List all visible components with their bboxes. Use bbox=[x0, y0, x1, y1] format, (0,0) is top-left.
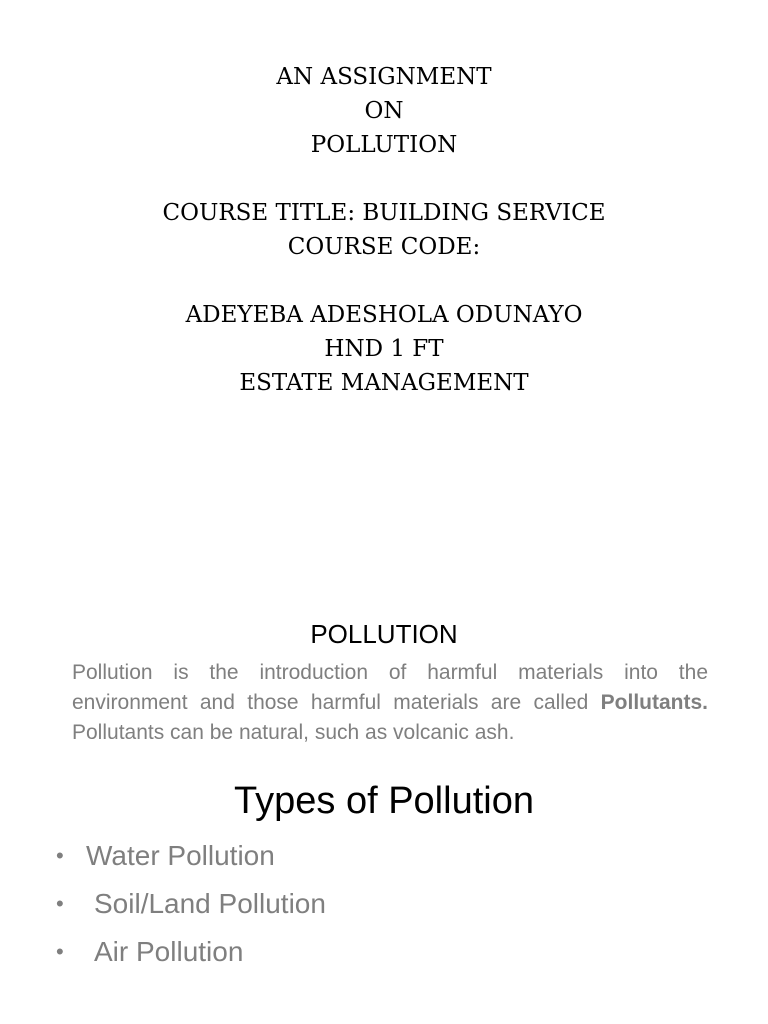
content-slide bbox=[0, 576, 768, 1024]
types-list bbox=[56, 832, 326, 976]
types-heading: Types of Pollution bbox=[234, 780, 534, 822]
definition-term: Pollutants. bbox=[600, 691, 708, 714]
bullet-icon: • bbox=[56, 891, 64, 916]
assignment-heading-line-1: AN ASSIGNMENT bbox=[276, 64, 492, 90]
title-block bbox=[0, 60, 768, 400]
course-title: COURSE TITLE: BUILDING SERVICE bbox=[162, 200, 606, 226]
section-heading: POLLUTION bbox=[310, 619, 458, 649]
list-item-label: Water Pollution bbox=[86, 840, 275, 871]
definition-rest: Pollutants can be natural, such as volcanic ash. bbox=[72, 721, 515, 744]
list-item bbox=[56, 832, 326, 880]
student-level: HND 1 FT bbox=[324, 336, 444, 362]
bullet-icon: • bbox=[56, 843, 64, 868]
student-department: ESTATE MANAGEMENT bbox=[239, 370, 529, 396]
list-item-label: Soil/Land Pollution bbox=[94, 888, 326, 919]
definition-intro: Pollution is the introduction of harmful materials into the environment and those harmful materials are called bbox=[72, 661, 708, 714]
assignment-topic: POLLUTION bbox=[310, 132, 458, 158]
course-code: COURSE CODE: bbox=[287, 234, 481, 260]
bullet-icon: • bbox=[56, 939, 64, 964]
student-name: ADEYEBA ADESHOLA ODUNAYO bbox=[185, 302, 583, 328]
spacer bbox=[0, 264, 768, 298]
list-item bbox=[56, 880, 326, 928]
assignment-heading-line-2: ON bbox=[364, 98, 404, 124]
pollution-definition bbox=[72, 658, 708, 748]
list-item bbox=[56, 928, 326, 976]
spacer bbox=[0, 162, 768, 196]
list-item-label: Air Pollution bbox=[94, 936, 244, 967]
